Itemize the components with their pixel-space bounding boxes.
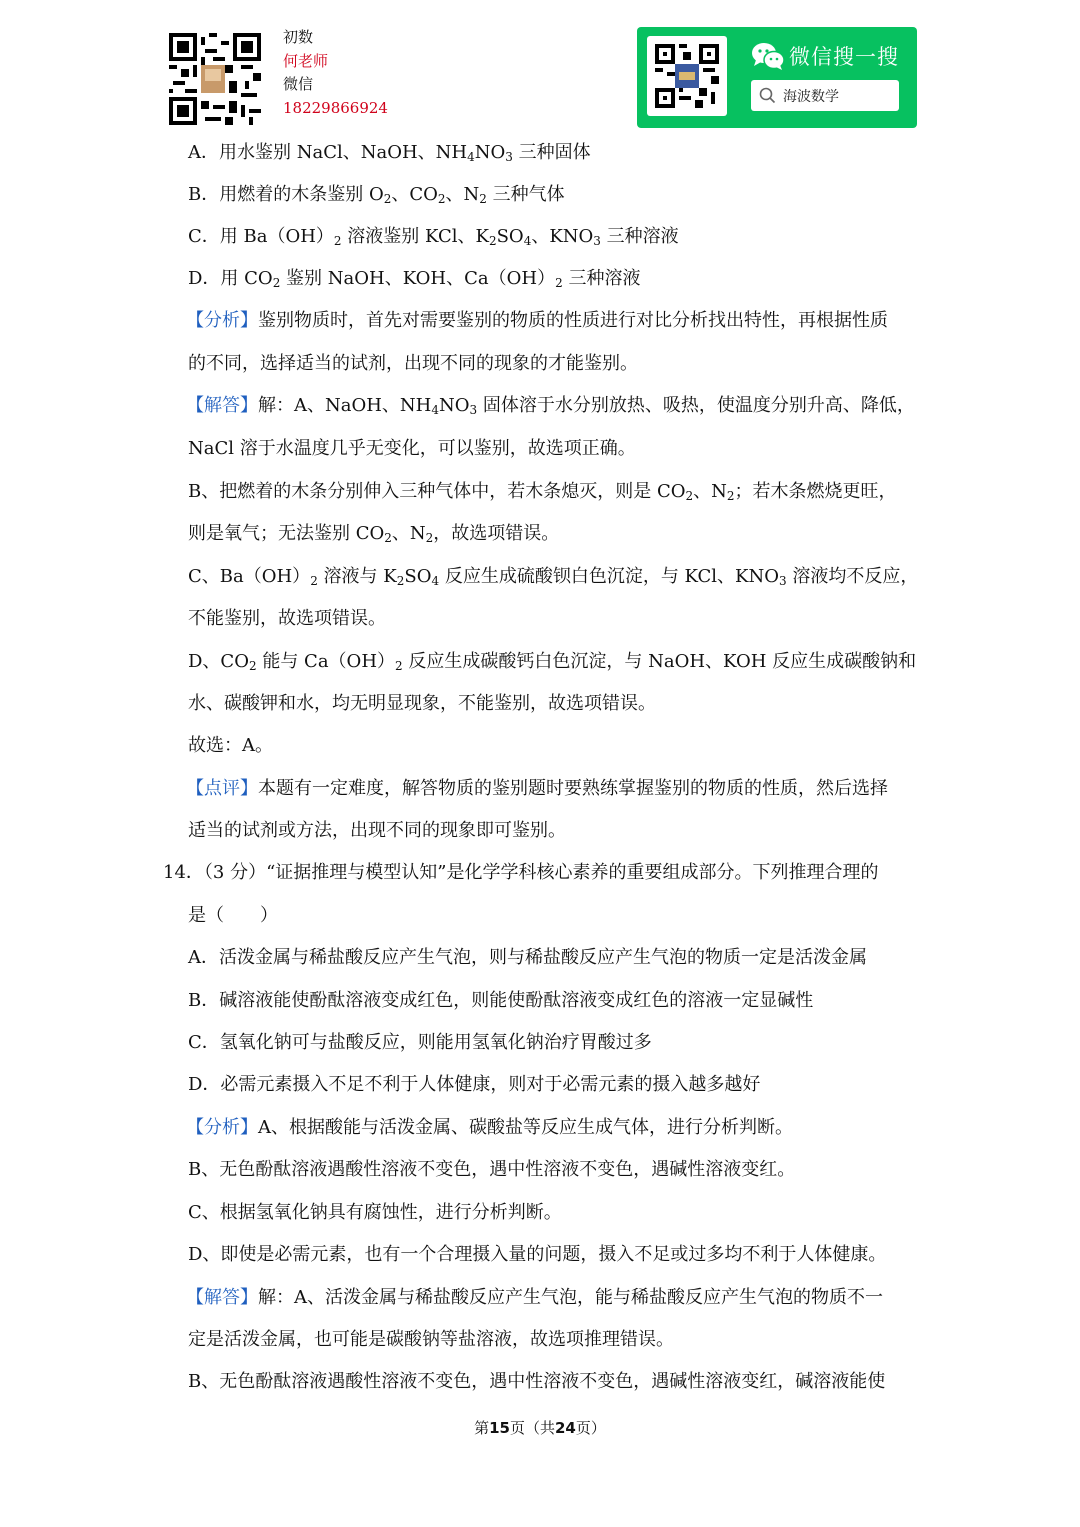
phone-number: 18229866924	[283, 98, 388, 117]
q14-option-c: C．氢氧化钠可与盐酸反应，则能用氢氧化钠治疗胃酸过多	[188, 1032, 652, 1053]
q14-answer-line-2: 定是活泼金属，也可能是碳酸钠等盐溶液，故选项推理错误。	[188, 1329, 674, 1350]
q13-answer-line-8: 水、碳酸钾和水，均无明显现象，不能鉴别，故选项错误。	[188, 693, 656, 714]
teacher-name: 何老师	[283, 51, 329, 70]
q13-answer-line-4: 则是氧气；无法鉴别 $CO_2$、$N_2$，故选项错误。	[188, 523, 560, 545]
q14-analysis-line-2: B、无色酚酞溶液遇酸性溶液不变色，遇中性溶液不变色，遇碱性溶液变红。	[188, 1159, 796, 1180]
contact-qr-code	[169, 33, 261, 125]
answer-tag: 【解答】	[186, 395, 258, 416]
q13-answer-line-3: B、把燃着的木条分别伸入三种气体中，若木条熄灭，则是 $CO_2$、$N_2$；若木条燃烧更旺，	[188, 481, 897, 503]
q14-stem-line-1: 14．（3 分）“证据推理与模型认知”是化学学科核心素养的重要组成部分。下列推理合理的	[163, 862, 879, 883]
q13-answer-line-5: C、$Ba(OH)_2$ 溶液与 $K_2SO_4$ 反应生成硫酸钡白色沉淀，与 KCl、$KNO_3$ 溶液均不反应，	[188, 566, 919, 588]
contact-line-1: 初数	[283, 28, 314, 46]
q13-analysis-line-1: 【分析】鉴别物质时，首先对需要鉴别的物质的性质进行对比分析找出特性，再根据性质	[186, 310, 888, 331]
q13-answer-line-6: 不能鉴别，故选项错误。	[188, 608, 386, 629]
q13-answer-line-7: D、$CO_2$ 能与 $Ca(OH)_2$ 反应生成碳酸钙白色沉淀，与 NaOH、KOH 反应生成碳酸钠和	[188, 651, 917, 673]
q14-option-d: D．必需元素摄入不足不利于人体健康，则对于必需元素的摄入越多越好	[188, 1074, 761, 1095]
q13-option-c: C．用 $Ba(OH)_2$ 溶液鉴别 KCl、$K_2SO_4$、$KNO_3$ 三种溶液	[188, 226, 679, 248]
q13-answer-line-2: NaCl 溶于水温度几乎无变化，可以鉴别，故选项正确。	[188, 438, 636, 459]
q14-option-b: B．碱溶液能使酚酞溶液变成红色，则能使酚酞溶液变成红色的溶液一定显碱性	[188, 990, 814, 1011]
current-page: 15	[489, 1419, 510, 1437]
q14-analysis-line-1: 【分析】A、根据酸能与活泼金属、碳酸盐等反应生成气体，进行分析判断。	[186, 1117, 793, 1138]
wechat-logo-icon	[751, 41, 785, 71]
q13-answer-line-1: 【解答】解：A、NaOH、$NH_4NO_3$ 固体溶于水分别放热、吸热，使温度分别升高、降低，	[186, 395, 915, 417]
q13-option-d: D．用 $CO_2$ 鉴别 NaOH、KOH、$Ca(OH)_2$ 三种溶液	[188, 268, 641, 290]
wechat-qr-code	[647, 36, 727, 116]
q13-comment-line-1: 【点评】本题有一定难度，解答物质的鉴别题时要熟练掌握鉴别的物质的性质，然后选择	[186, 778, 888, 799]
q14-analysis-line-4: D、即使是必需元素，也有一个合理摄入量的问题，摄入不足或过多均不利于人体健康。	[188, 1244, 887, 1265]
wechat-search-text: 海波数学	[783, 89, 839, 105]
wechat-search-card[interactable]	[637, 27, 917, 128]
q14-answer-line-3: B、无色酚酞溶液遇酸性溶液不变色，遇中性溶液不变色，遇碱性溶液变红，碱溶液能使	[188, 1371, 886, 1392]
page-footer: 第15页（共24页）	[474, 1419, 606, 1437]
q13-comment-line-2: 适当的试剂或方法，出现不同的现象即可鉴别。	[188, 820, 566, 841]
total-pages: 24	[555, 1419, 576, 1437]
q13-analysis-line-2: 的不同，选择适当的试剂，出现不同的现象的才能鉴别。	[188, 353, 638, 374]
wechat-search-box[interactable]	[751, 80, 899, 111]
q13-final-choice: 故选：A。	[188, 735, 273, 756]
wechat-search-title: 微信搜一搜	[789, 45, 899, 69]
analysis-tag: 【分析】	[186, 310, 258, 331]
q14-stem-line-2: 是（ ）	[188, 905, 278, 926]
answer-tag: 【解答】	[186, 1287, 258, 1308]
q14-option-a: A．活泼金属与稀盐酸反应产生气泡，则与稀盐酸反应产生气泡的物质一定是活泼金属	[188, 947, 867, 968]
contact-info	[283, 26, 388, 120]
comment-tag: 【点评】	[186, 778, 258, 799]
q14-analysis-line-3: C、根据氢氧化钠具有腐蚀性，进行分析判断。	[188, 1202, 562, 1223]
contact-line-3: 微信	[283, 75, 314, 93]
analysis-tag: 【分析】	[186, 1117, 258, 1138]
q13-option-a: A．用水鉴别 NaCl、NaOH、$NH_4NO_3$ 三种固体	[188, 142, 591, 164]
q13-option-b: B．用燃着的木条鉴别 $O_2$、$CO_2$、$N_2$ 三种气体	[188, 184, 565, 206]
search-icon	[759, 87, 776, 104]
q14-answer-line-1: 【解答】解：A、活泼金属与稀盐酸反应产生气泡，能与稀盐酸反应产生气泡的物质不一	[186, 1287, 883, 1308]
